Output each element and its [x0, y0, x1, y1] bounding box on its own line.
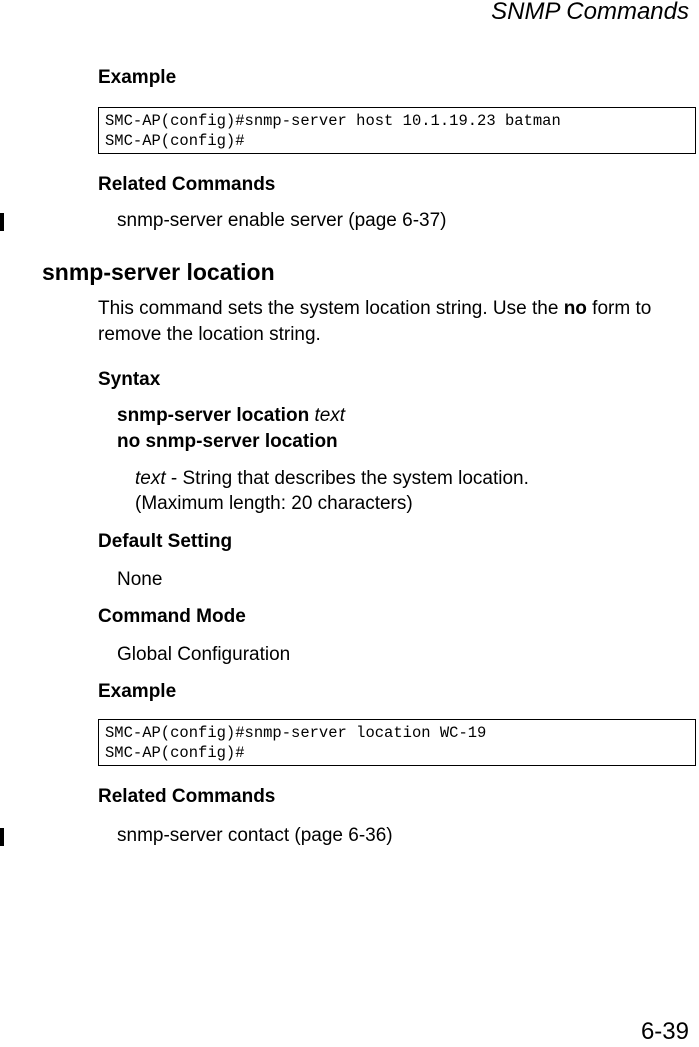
parameter-text: - String that describes the system location. — [165, 468, 529, 489]
parameter-name: text — [135, 468, 166, 489]
description-text: This command sets the system location string. Use the — [98, 298, 564, 319]
syntax-heading: Syntax — [98, 369, 161, 390]
code-line: SMC-AP(config)# — [105, 744, 245, 762]
command-mode-value: Global Configuration — [117, 644, 291, 665]
code-line: SMC-AP(config)# — [105, 132, 245, 150]
code-example-box — [98, 719, 696, 766]
code-example-box — [98, 107, 696, 154]
default-setting-heading: Default Setting — [98, 531, 233, 552]
command-heading: snmp-server location — [42, 259, 275, 285]
example-heading: Example — [98, 681, 177, 702]
related-command-reference: snmp-server enable server (page 6-37) — [117, 210, 447, 231]
code-line: SMC-AP(config)#snmp-server location WC-19 — [105, 724, 487, 742]
syntax-command: no snmp-server location — [117, 431, 338, 452]
related-commands-heading: Related Commands — [98, 786, 276, 807]
command-description — [98, 296, 693, 348]
running-header: SNMP Commands — [491, 0, 689, 25]
no-keyword: no — [563, 298, 587, 319]
syntax-line — [117, 431, 338, 453]
related-commands-heading: Related Commands — [98, 174, 276, 195]
parameter-note: (Maximum length: 20 characters) — [135, 493, 413, 514]
syntax-command: snmp-server location — [117, 405, 310, 426]
example-heading: Example — [98, 67, 177, 88]
description-text: form to remove the location string. — [98, 298, 652, 345]
parameter-description — [135, 468, 529, 490]
related-command-reference: snmp-server contact (page 6-36) — [117, 825, 393, 846]
syntax-parameter: text — [314, 405, 346, 426]
page-number: 6-39 — [640, 1018, 689, 1045]
change-bar — [0, 213, 4, 231]
default-setting-value: None — [117, 569, 163, 590]
command-mode-heading: Command Mode — [98, 606, 246, 627]
code-line: SMC-AP(config)#snmp-server host 10.1.19.23 batman — [105, 112, 561, 130]
change-bar — [0, 828, 4, 846]
syntax-line — [117, 405, 345, 427]
